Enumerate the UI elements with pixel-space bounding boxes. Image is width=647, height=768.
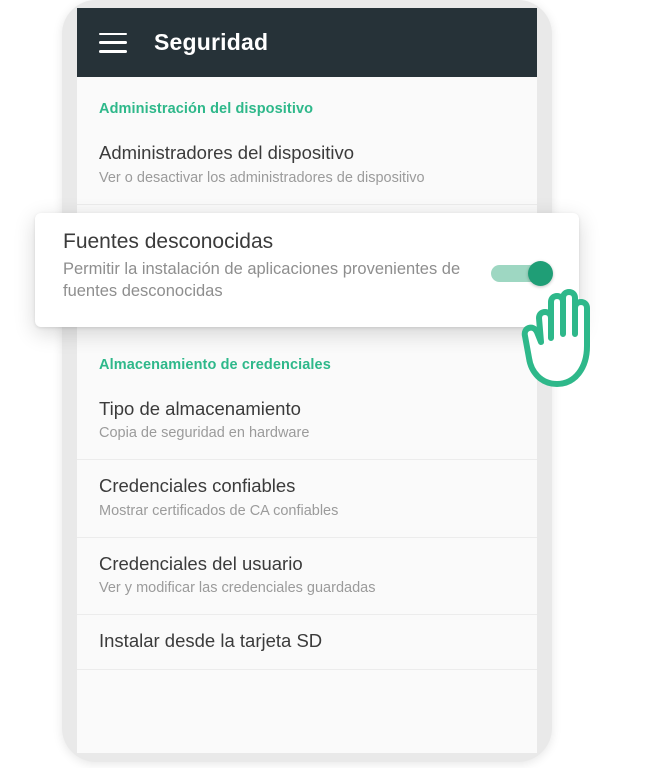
list-item-subtitle: Copia de seguridad en hardware	[99, 425, 310, 442]
phone-screen	[77, 8, 537, 753]
list-item-user-credentials[interactable]	[77, 538, 537, 616]
section-header-credential-storage: Almacenamiento de credenciales	[99, 356, 331, 373]
list-item-title: Administradores del dispositivo	[99, 142, 355, 163]
list-item-title: Credenciales del usuario	[99, 552, 303, 574]
section-header-device-admin: Administración del dispositivo	[99, 101, 314, 117]
settings-list	[77, 77, 537, 670]
toggle-knob	[528, 261, 553, 286]
unknown-sources-subtitle: Permitir la instalación de aplicaciones provenientes de fuentes desconocidas	[63, 260, 461, 300]
list-item-title: Instalar desde la tarjeta SD	[99, 630, 323, 652]
list-item-device-administrators[interactable]	[77, 127, 537, 205]
list-item-subtitle: Ver o desactivar los administradores de dispositivo	[99, 169, 425, 186]
page-title: Seguridad	[154, 29, 269, 55]
hamburger-menu-icon[interactable]	[99, 33, 127, 53]
list-item-title: Credenciales confiables	[99, 475, 296, 497]
list-item-subtitle: Ver y modificar las credenciales guardadas	[99, 580, 376, 597]
list-item-storage-type[interactable]	[77, 383, 537, 461]
list-item-install-from-sd[interactable]	[77, 615, 537, 670]
list-item-title: Tipo de almacenamiento	[99, 397, 301, 419]
unknown-sources-toggle[interactable]	[491, 261, 553, 285]
unknown-sources-title: Fuentes desconocidas	[63, 230, 274, 253]
list-item-subtitle: Mostrar certificados de CA confiables	[99, 502, 339, 519]
unknown-sources-card[interactable]	[35, 213, 579, 327]
list-item-trusted-credentials[interactable]	[77, 460, 537, 538]
app-bar	[77, 8, 537, 77]
